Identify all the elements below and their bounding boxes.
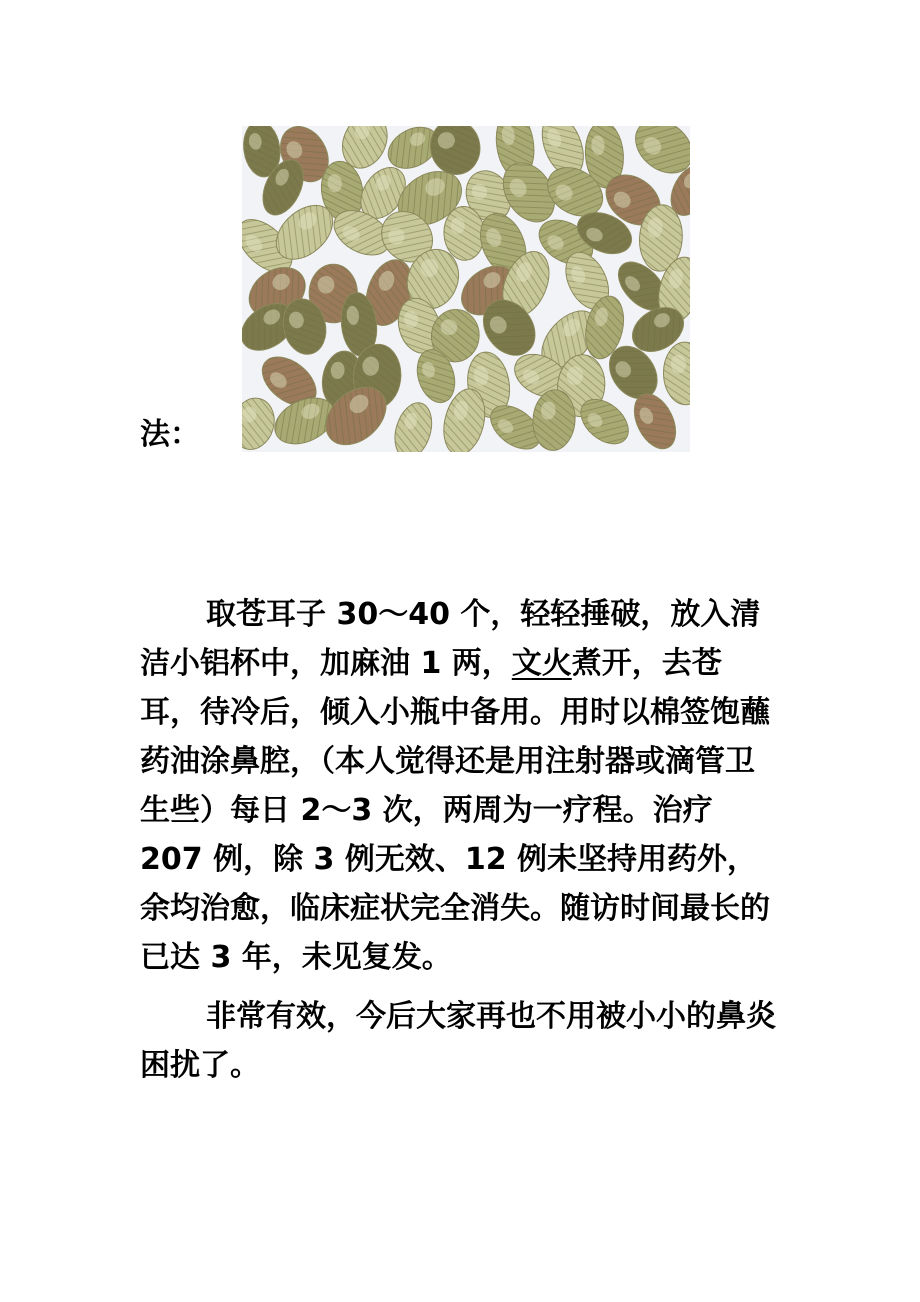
paragraph-method-text-b: 煮开，去苍耳，待冷后，倾入小瓶中备用。用时以棉签饱蘸药油涂鼻腔，（本人觉得还是用注射器或滴管卫生些）每日 2～3 次，两周为一疗程。治疗 207 例，除 3 例无效、12 例未坚持用药外，余均治愈，临床症状完全消失。随访时间最长的已达 3 年，未见复发。: [140, 646, 770, 975]
cocklebur-fruits-photo: [242, 126, 690, 452]
paragraph-conclusion: 非常有效，今后大家再也不用被小小的鼻炎困扰了。: [140, 999, 776, 1083]
paragraph-method: [140, 590, 780, 982]
heading-line: [140, 126, 690, 452]
article-body: [140, 590, 780, 1090]
paragraph-method-text-a: 取苍耳子 30～40 个，轻轻捶破，放入清洁小铝杯中，加麻油 1 两，: [140, 597, 761, 681]
method-label: 法：: [140, 417, 200, 452]
underlined-term: 文火: [511, 646, 572, 681]
